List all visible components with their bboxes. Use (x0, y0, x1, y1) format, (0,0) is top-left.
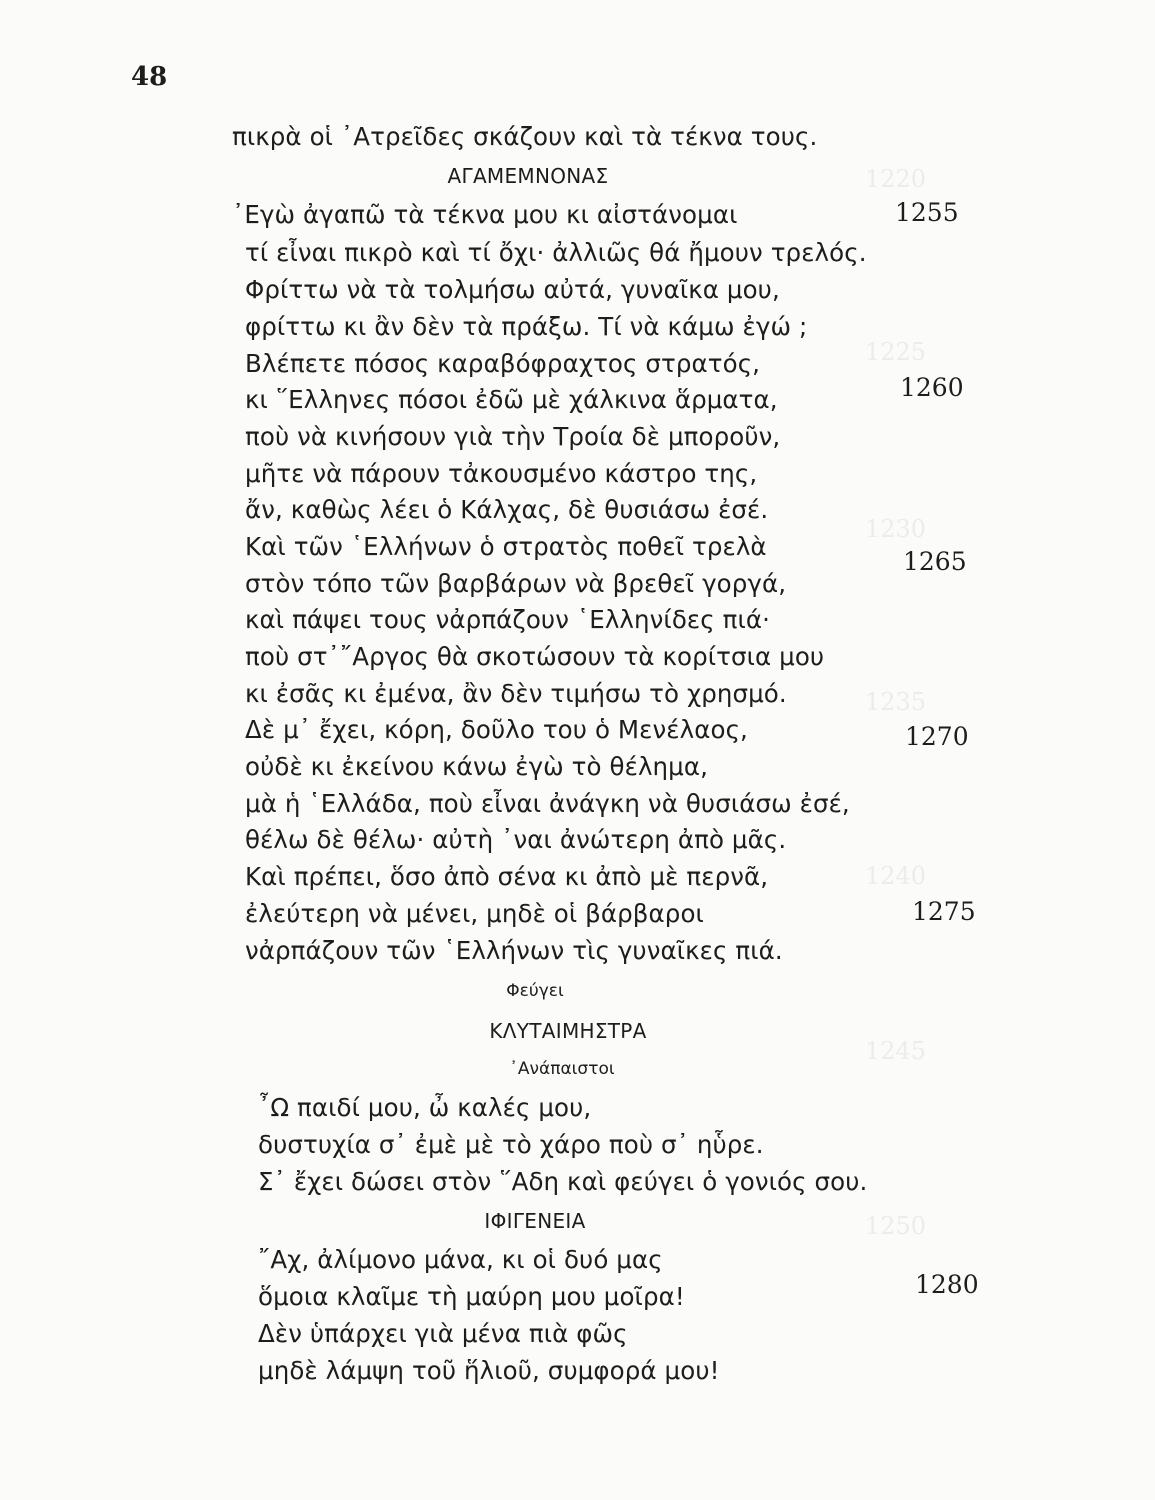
bleed-through-text: 1240 (865, 862, 927, 890)
verse-line: ῏Ω παιδί μου, ὦ καλές μου, (258, 1093, 592, 1122)
verse-line: Φρίττω νὰ τὰ τολμήσω αὐτά, γυναῖκα μου, (245, 275, 780, 304)
verse-line: μηδὲ λάμψη τοῦ ἥλιοῦ, συμφορά μου! (258, 1356, 720, 1385)
verse-line: ἐλεύτερη νὰ μένει, μηδὲ οἱ βάρβαροι (245, 899, 704, 928)
verse-line: ὅμοια κλαῖμε τὴ μαύρη μου μοῖρα! (258, 1282, 685, 1311)
verse-line: στὸν τόπο τῶν βαρβάρων νὰ βρεθεῖ γοργά, (245, 569, 787, 598)
verse-line: Καὶ πρέπει, ὅσο ἀπὸ σένα κι ἀπὸ μὲ περνᾶ, (245, 862, 769, 891)
verse-line: δυστυχία σ᾿ ἐμὲ μὲ τὸ χάρο ποὺ σ᾿ ηὗρε. (258, 1130, 764, 1159)
verse-line: τί εἶναι πικρὸ καὶ τί ὄχι· ἀλλιῶς θά ἤμουν τρελός. (245, 238, 867, 267)
verse-line: ῎Αχ, ἀλίμονο μάνα, κι οἱ δυό μας (258, 1245, 663, 1274)
verse-line: καὶ πάψει τους νἀρπάζουν ῾Ελληνίδες πιά· (245, 605, 770, 634)
verse-line: Δὲν ὑπάρχει γιὰ μένα πιὰ φῶς (258, 1319, 628, 1348)
verse-line: νἀρπάζουν τῶν ῾Ελλήνων τὶς γυναῖκες πιά. (245, 936, 783, 965)
page-number: 48 (131, 62, 168, 92)
verse-line: μῆτε νὰ πάρουν τἀκουσμένο κάστρο της, (245, 459, 758, 488)
line-number: 1255 (895, 198, 959, 227)
line-number: 1265 (903, 547, 967, 576)
verse-line: ᾿Εγὼ ἀγαπῶ τὰ τέκνα μου κι αἰστάνομαι (232, 200, 738, 229)
verse-line: μὰ ἡ ῾Ελλάδα, ποὺ εἶναι ἀνάγκη νὰ θυσιάσω ἐσέ, (245, 789, 850, 818)
verse-line: Δὲ μ᾿ ἔχει, κόρη, δοῦλο του ὁ Μενέλαος, (245, 715, 748, 744)
speaker-name: ΙΦΙΓΕΝΕΙΑ (484, 1209, 586, 1233)
bleed-through-text: 1245 (865, 1037, 927, 1065)
bleed-through-text: 1235 (865, 688, 927, 716)
meter-label: ᾿Ανάπαιστοι (509, 1059, 615, 1079)
verse-line: Καὶ τῶν ῾Ελλήνων ὁ στρατὸς ποθεῖ τρελὰ (245, 532, 767, 561)
bleed-through-text: 1220 (865, 165, 927, 193)
verse-line: οὐδὲ κι ἐκείνου κάνω ἐγὼ τὸ θέλημα, (245, 752, 708, 781)
verse-line: ἄν, καθὼς λέει ὁ Κάλχας, δὲ θυσιάσω ἐσέ. (245, 495, 769, 524)
speaker-name: ΑΓΑΜΕΜΝΟΝΑΣ (447, 164, 609, 188)
line-number: 1275 (912, 897, 976, 926)
line-number: 1270 (905, 722, 969, 751)
verse-line: Βλέπετε πόσος καραβόφραχτος στρατός, (245, 349, 761, 378)
verse-line: πικρὰ οἱ ᾿Ατρεῖδες σκάζουν καὶ τὰ τέκνα τους. (232, 122, 818, 151)
verse-line: Σ᾿ ἔχει δώσει στὸν ῞Αδη καὶ φεύγει ὁ γονιός σου. (258, 1167, 868, 1196)
line-number: 1260 (900, 373, 964, 402)
speaker-name: ΚΛΥΤΑΙΜΗΣΤΡΑ (489, 1019, 647, 1043)
verse-line: φρίττω κι ἂν δὲν τὰ πράξω. Τί νὰ κάμω ἐγώ ; (245, 312, 808, 341)
verse-line: ποὺ στ᾿῎Αργος θὰ σκοτώσουν τὰ κορίτσια μου (245, 642, 825, 671)
bleed-through-text: 1250 (865, 1212, 927, 1240)
verse-line: ποὺ νὰ κινήσουν γιὰ τὴν Τροία δὲ μποροῦν, (245, 422, 781, 451)
verse-line: κι ἐσᾶς κι ἐμένα, ἂν δὲν τιμήσω τὸ χρησμό. (245, 679, 787, 708)
bleed-through-text: 1225 (865, 338, 927, 366)
verse-line: κι ῞Ελληνες πόσοι ἐδῶ μὲ χάλκινα ἅρματα, (245, 385, 778, 414)
bleed-through-text: 1230 (865, 515, 927, 543)
verse-line: θέλω δὲ θέλω· αὐτὴ ᾿ναι ἀνώτερη ἀπὸ μᾶς. (245, 825, 787, 854)
stage-direction: Φεύγει (506, 981, 564, 1001)
line-number: 1280 (915, 1270, 979, 1299)
